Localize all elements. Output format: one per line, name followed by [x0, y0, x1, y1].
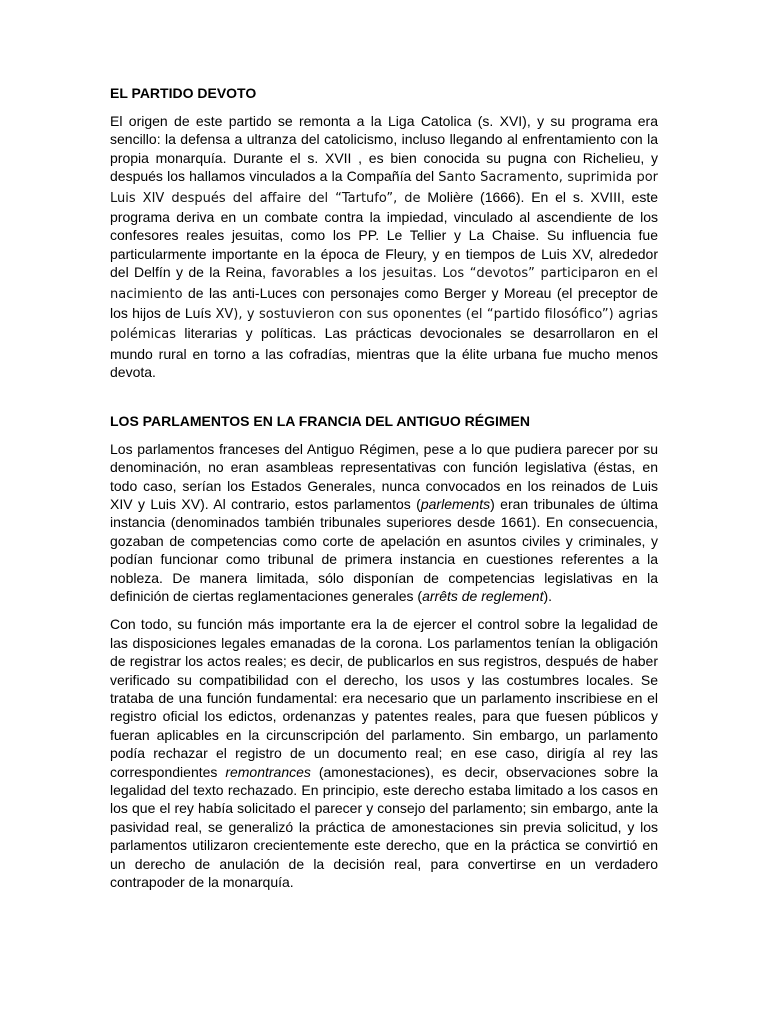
section-title-partido-devoto: EL PARTIDO DEVOTO: [110, 85, 257, 101]
text-run: Con todo, su función más importante era la de ejercer el control sobre la legalidad de las disposiciones legales emanadas de la corona. Los parlamentos tenían la obligación de registrar los actos reales; es decir, de publicarlos en sus registros, después de haber verificado su compatibilidad con el derecho, los usos y las costumbres locales. Se trataba de una función fundamental: era necesario que un parlamento inscribiese en el registro oficial los edictos, ordenanzas y patentes reales, para que fuesen públicos y fueran aplicables en la circunscripción del parlamento. Sin embargo, un parlamento podía rechazar el registro de un documento real; en ese caso, dirigía al rey las correspondientes: [110, 616, 658, 780]
text-run-scanned: Santo Sacramento, suprimida por Luis XIV después del affaire del “Tartufo”, de: [110, 170, 659, 206]
paragraph-parlamentos-2: [110, 615, 658, 891]
text-run: de las anti-Luces con personajes como Berger y Moreau (el preceptor de los hijos de Luís: [110, 284, 658, 322]
text-run: Los parlamentos franceses del Antiguo Régimen, pese a lo que pudiera parecer por su denominación, no eran asambleas representativas con función legislativa (éstas, en todo caso, serían los Estados Generales, nunca convocados en los reinados de Luis XIV y Luis XV). Al contrario, estos parlamentos (: [110, 440, 658, 512]
text-run-scanned: favorables a los jesuitas. Los “devotos” participaron en el nacimiento: [110, 266, 659, 302]
document-body: [110, 84, 658, 901]
text-run: (amonestaciones), es decir, observaciones sobre la legalidad del texto rechazado. En principio, este derecho estaba limitado a los casos en los que el rey había solicitado el parecer y consejo del parlamento; sin embargo, ante la pasividad real, se generalizó la práctica de amonestaciones sin previa solicitud, y los parlamentos utilizaron crecientemente este derecho, que en la práctica se convirtió en un derecho de anulación de la decisión real, para convertirse en un verdadero contrapoder de la monarquía.: [110, 763, 658, 891]
text-run: ).: [543, 587, 553, 604]
text-run: literarias y políticas. Las prácticas devocionales se desarrollaron en el mundo rural en torno a las cofradías, mientras que la élite urbana fue mucho menos devota.: [110, 325, 658, 381]
italic-term: remontrances: [225, 763, 311, 780]
italic-term: parlements: [420, 495, 491, 512]
paragraph-parlamentos-1: [110, 440, 658, 606]
paragraph-partido-devoto: [110, 112, 658, 382]
section-title-parlamentos: LOS PARLAMENTOS EN LA FRANCIA DEL ANTIGUO RÉGIMEN: [110, 412, 531, 429]
text-run: ) eran tribunales de última instancia (denominados también tribunales superiores desde 1661). En consecuencia, gozaban de competencias como corte de apelación en asuntos civiles y criminales, y podían funcionar como tribunal de primera instancia en cuestiones referentes a la nobleza. De manera limitada, sólo disponían de competencias legislativas en la definición de ciertas reglamentaciones generales (: [110, 495, 658, 604]
text-run-scanned: XV), y sostuvieron con sus oponentes (el “partido filosófico”) agrias polémicas: [110, 307, 658, 343]
text-run: El origen de este partido se remonta a la Liga Catolica (s. XVI), y su programa era sencillo: la defensa a ultranza del catolicismo, incluso llegando al enfrentamiento con la propia monarquía. Durante el s. XVII , es bien conocida su pugna con Richelieu, y después los hallamos vinculados a la Compañía del: [110, 113, 658, 185]
text-run: Molière (1666). En el s. XVIII, este programa deriva en un combate contra la impiedad, vinculado al ascendiente de los confesores reales jesuitas, como los PP. Le Tellier y La Chaise. Su influencia fue particularmente importante en la época de Fleury, y en tiempos de Luis XV, alrededor del Delfín y de la Reina,: [110, 188, 659, 281]
italic-term: arrêts de reglement: [422, 587, 544, 604]
